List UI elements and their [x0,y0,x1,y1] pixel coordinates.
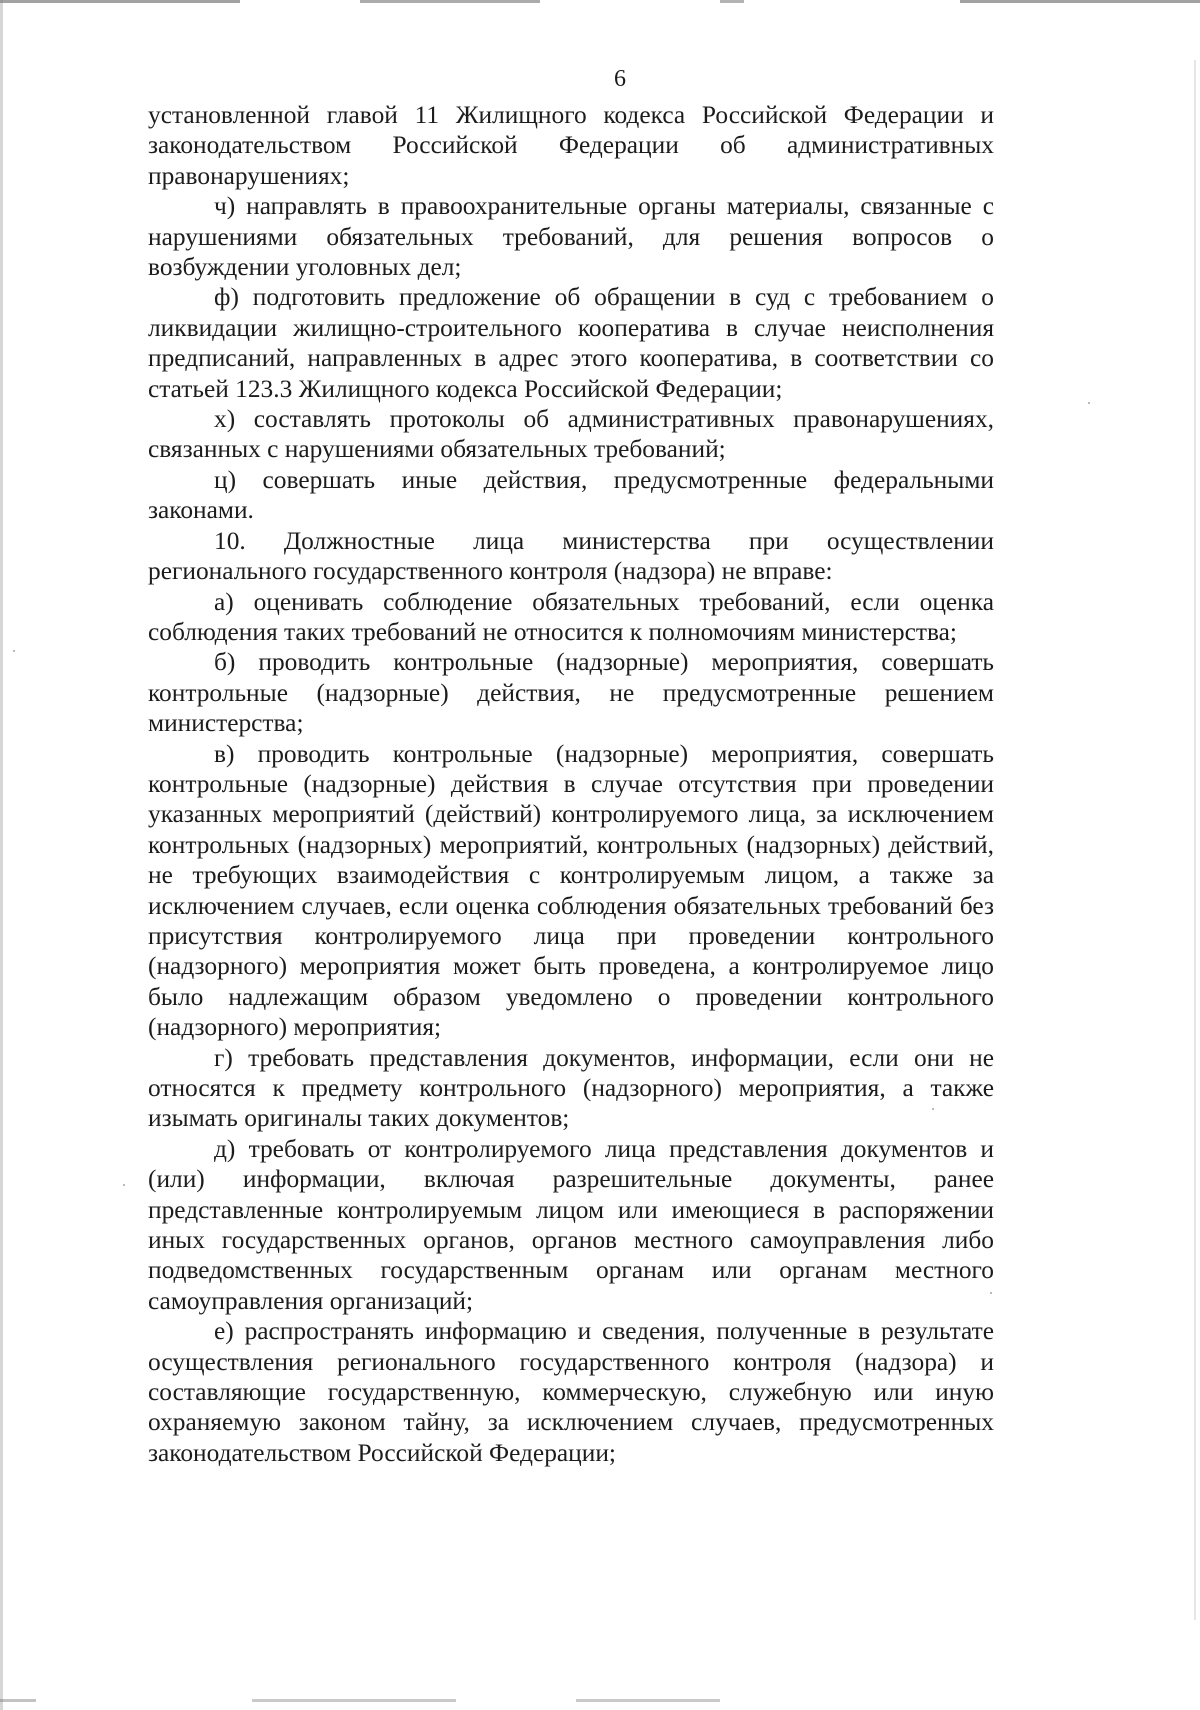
scan-edge-left [0,0,3,1710]
scan-edge-top [0,0,1200,3]
scan-edge-bottom [0,1699,1200,1702]
paragraph: х) составлять протоколы об административных правонарушениях, связанных с нарушениями обязательных требований; [148,405,994,464]
page-number: 6 [614,66,626,92]
paragraph: ц) совершать иные действия, предусмотренные федеральными законами. [148,465,994,525]
paragraph: а) оценивать соблюдение обязательных требований, если оценка соблюдения таких требований не относится к полномочиям министерства; [148,587,994,646]
scan-speck [13,650,15,652]
scan-speck [123,1184,125,1186]
paragraph: б) проводить контрольные (надзорные) мероприятия, совершать контрольные (надзорные) действия, не предусмотренные решением министерства; [148,648,994,738]
paragraph: г) требовать представления документов, информации, если они не относятся к предмету контрольного (надзорного) мероприятия, а также изымать оригиналы таких документов; [148,1043,994,1133]
paragraph: ф) подготовить предложение об обращении в суд с требованием о ликвидации жилищно-строительного кооператива в случае неисполнения предписаний, направленных в адрес этого кооператива, в соответствии со статьей 123.3 Жилищного кодекса Российской Федерации; [148,283,994,403]
paragraph: 10. Должностные лица министерства при осуществлении регионального государственного контроля (надзора) не вправе: [148,526,994,586]
paragraph: е) распространять информацию и сведения, полученные в результате осуществления регионального государственного контроля (надзора) и составляющие государственную, коммерческую, служебную или иную охраняемую законом тайну, за исключением случаев, предусмотренных законодательством Российской Федерации; [148,1317,994,1467]
document-body [148,100,994,1468]
scan-edge-right [1194,60,1196,1620]
paragraph: ч) направлять в правоохранительные органы материалы, связанные с нарушениями обязательных требований, для решения вопросов о возбуждении уголовных дел; [148,192,994,282]
scan-speck [1088,402,1090,404]
paragraph: установленной главой 11 Жилищного кодекса Российской Федерации и законодательством Российской Федерации об административных правонарушениях; [148,101,994,190]
paragraph: д) требовать от контролируемого лица представления документов и (или) информации, включая разрешительные документы, ранее представленные контролируемым лицом или имеющиеся в распоряжении иных государственных органов, органов местного самоуправления либо подведомственных государственным органам или органам местного самоуправления организаций; [148,1134,994,1315]
paragraph: в) проводить контрольные (надзорные) мероприятия, совершать контрольные (надзорные) действия в случае отсутствия при проведении указанных мероприятий (действий) контролируемого лица, за исключением контрольных (надзорных) мероприятий, контрольных (надзорных) действий, не требующих взаимодействия с контролируемым лицом, а также за исключением случаев, если оценка соблюдения обязательных требований без присутствия контролируемого лица при проведении контрольного (надзорного) мероприятия может быть проведена, а контролируемое лицо было надлежащим образом уведомлено о проведении контрольного (надзорного) мероприятия; [148,739,994,1042]
